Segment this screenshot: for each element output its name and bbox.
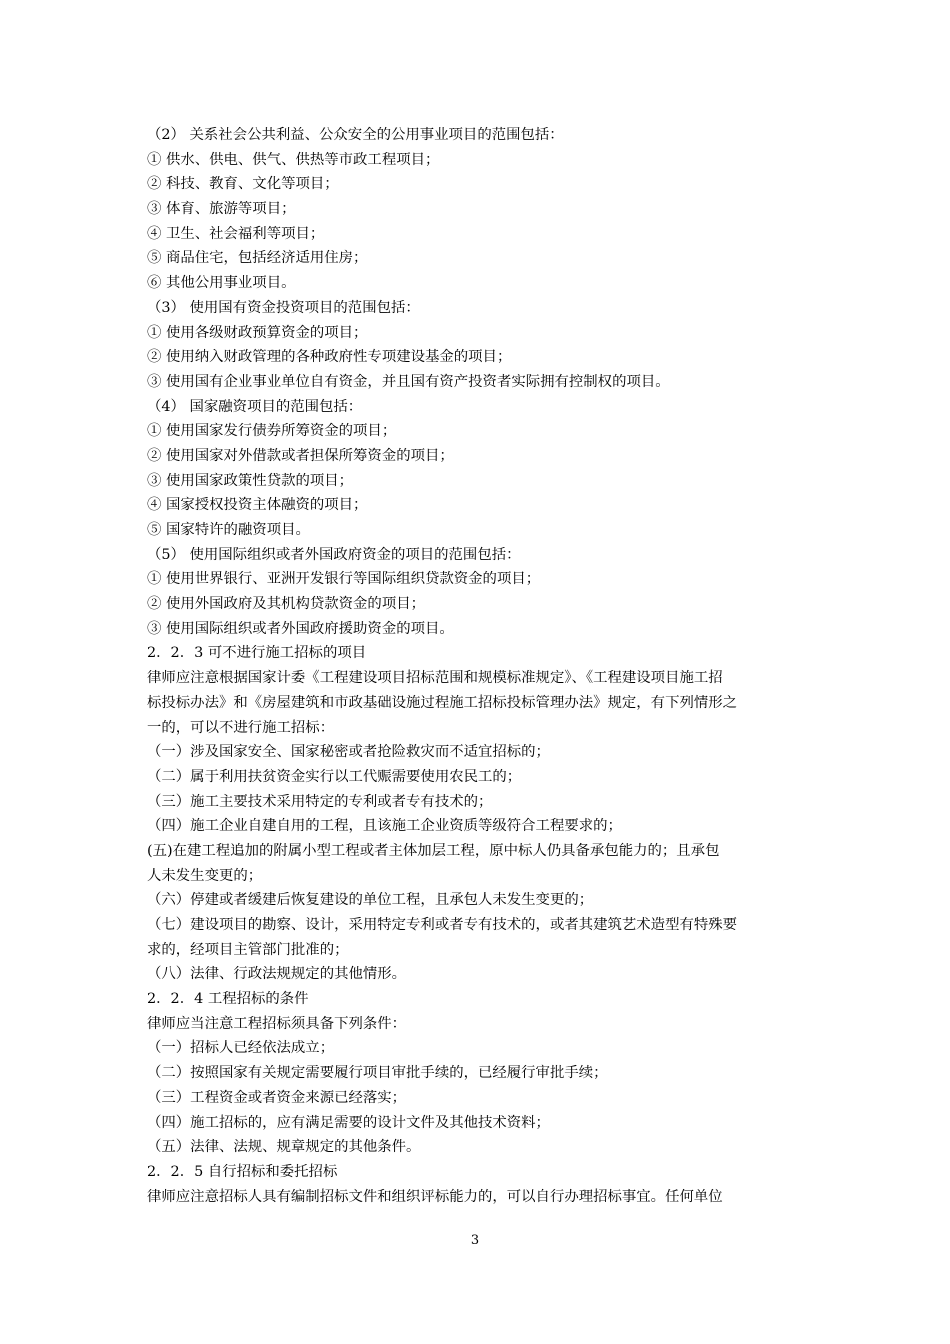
text-line: （3） 使用国有资金投资项目的范围包括： (147, 299, 420, 316)
text-line: 律师应注意招标人具有编制招标文件和组织评标能力的，可以自行办理招标事宜。任何单位 (147, 1188, 723, 1205)
text-line: ⑥ 其他公用事业项目。 (147, 275, 296, 292)
text-line: （三）工程资金或者资金来源已经落实； (147, 1089, 407, 1106)
text-line: （一）涉及国家安全、国家秘密或者抢险救灾而不适宜招标的； (147, 744, 550, 761)
text-line: ⑤ 商品住宅，包括经济适用住房； (147, 250, 368, 267)
text-line: ③ 使用国家政策性贷款的项目； (147, 472, 354, 489)
text-line: 一的，可以不进行施工招标： (147, 719, 335, 736)
page-number: 3 (470, 1233, 480, 1248)
text-line: （五）法律、法规、规章规定的其他条件。 (147, 1139, 421, 1156)
text-line: ② 科技、教育、文化等项目； (147, 176, 339, 193)
text-line: ⑤ 国家特许的融资项目。 (147, 522, 310, 538)
section-heading: 2．2．3 可不进行施工招标的项目 (147, 645, 367, 662)
text-line: ② 使用外国政府及其机构贷款资金的项目； (147, 596, 425, 613)
text-line: ① 供水、供电、供气、供热等市政工程项目； (147, 151, 440, 168)
section-heading: 2．2．4 工程招标的条件 (147, 991, 309, 1008)
text-line: 人未发生变更的； (147, 867, 263, 884)
text-line: （七）建设项目的勘察、设计，采用特定专利或者专有技术的，或者其建筑艺术造型有特殊要 (147, 917, 738, 933)
text-line: （二）按照国家有关规定需要履行项目审批手续的，已经履行审批手续； (147, 1065, 608, 1082)
text-line: （2） 关系社会公共利益、公众安全的公用事业项目的范围包括： (147, 127, 564, 143)
text-line: （5） 使用国际组织或者外国政府资金的项目的范围包括： (147, 546, 521, 563)
text-line: 标投标办法》和《房屋建筑和市政基础设施过程施工招标投标管理办法》规定，有下列情形之 (147, 694, 738, 711)
text-line: （四）施工招标的，应有满足需要的设计文件及其他技术资料； (147, 1114, 550, 1131)
text-line: 律师应当注意工程招标须具备下列条件： (147, 1015, 407, 1032)
document-body (147, 123, 812, 1209)
text-line: 求的，经项目主管部门批准的； (147, 941, 349, 958)
text-line: （4） 国家融资项目的范围包括： (147, 398, 363, 415)
text-line: （四）施工企业自建自用的工程，且该施工企业资质等级符合工程要求的； (147, 818, 622, 835)
text-line: ④ 卫生、社会福利等项目； (147, 225, 325, 242)
text-line: （二）属于利用扶贫资金实行以工代赈需要使用农民工的； (147, 768, 522, 785)
text-line: ① 使用世界银行、亚洲开发银行等国际组织贷款资金的项目； (147, 571, 541, 588)
text-line: ① 使用国家发行债券所筹资金的项目； (147, 423, 397, 440)
text-line: （一）招标人已经依法成立； (147, 1040, 335, 1057)
text-line: （六）停建或者缓建后恢复建设的单位工程，且承包人未发生变更的； (147, 892, 594, 909)
text-line: ① 使用各级财政预算资金的项目； (147, 324, 368, 341)
text-line: 律师应注意根据国家计委《工程建设项目招标范围和规模标准规定》、《工程建设项目施工招 (147, 670, 723, 687)
text-line: ③ 使用国际组织或者外国政府援助资金的项目。 (147, 620, 454, 637)
text-line: ② 使用纳入财政管理的各种政府性专项建设基金的项目； (147, 349, 512, 366)
section-heading: 2．2．5 自行招标和委托招标 (147, 1163, 338, 1180)
text-line: ② 使用国家对外借款或者担保所筹资金的项目； (147, 447, 454, 464)
text-line: ④ 国家授权投资主体融资的项目； (147, 497, 368, 514)
text-line: ③ 体育、旅游等项目； (147, 201, 296, 218)
text-line: ③ 使用国有企业事业单位自有资金，并且国有资产投资者实际拥有控制权的项目。 (147, 373, 670, 390)
text-line: （三）施工主要技术采用特定的专利或者专有技术的； (147, 793, 493, 810)
text-line: （八）法律、行政法规规定的其他情形。 (147, 966, 407, 983)
text-line: (五)在建工程追加的附属小型工程或者主体加层工程，原中标人仍具备承包能力的；且承包 (147, 842, 720, 859)
